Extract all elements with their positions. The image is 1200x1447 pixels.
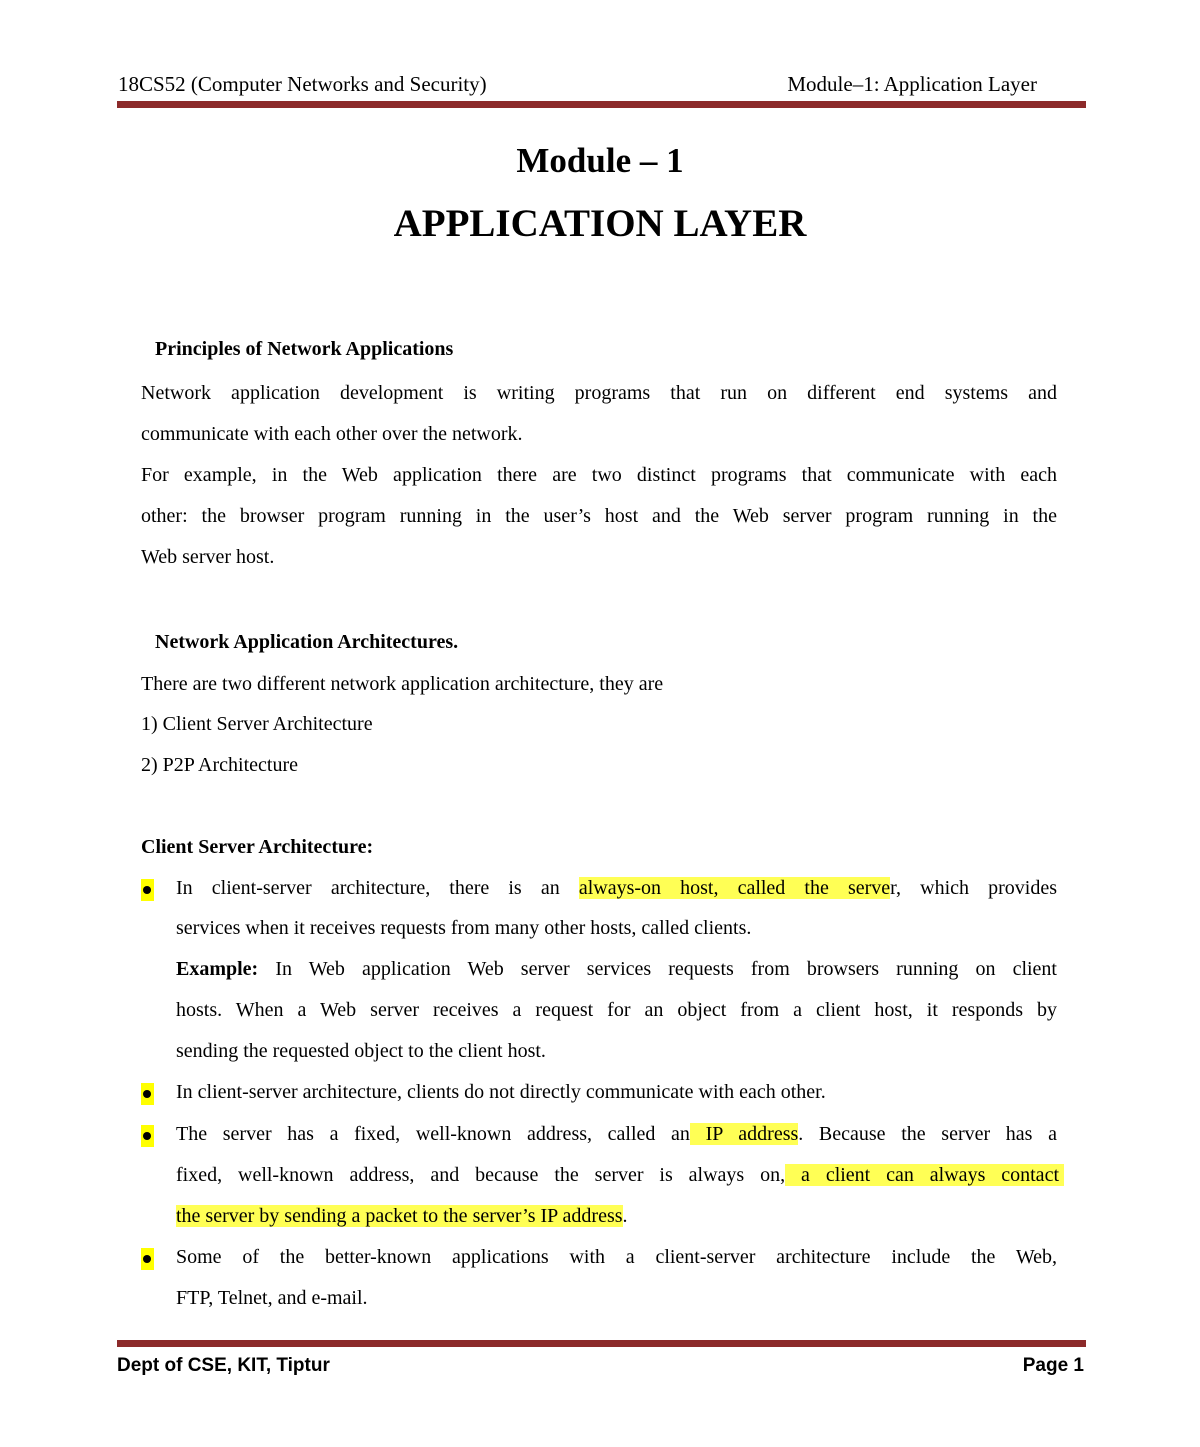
text-segment: r, which provides — [890, 877, 1057, 899]
bullet-line — [176, 877, 1057, 900]
paragraph-line: There are two different network application architecture, they are — [141, 673, 664, 695]
bullet-line — [176, 1205, 628, 1228]
list-item: 2) P2P Architecture — [141, 754, 299, 776]
bullet-line: In client-server architecture, clients do not directly communicate with each other. — [176, 1081, 826, 1103]
bullet-icon — [141, 1083, 154, 1105]
bullet-line: FTP, Telnet, and e-mail. — [176, 1287, 368, 1309]
header-course-title: 18CS52 (Computer Networks and Security) — [118, 72, 487, 96]
list-item: 1) Client Server Architecture — [141, 713, 373, 735]
footer-page-number: Page 1 — [1022, 1355, 1084, 1376]
text-segment: . — [622, 1205, 628, 1227]
bullet-icon — [141, 879, 154, 901]
footer-rule — [117, 1340, 1086, 1347]
text-segment: The server has a fixed, well-known address, called an — [176, 1123, 690, 1145]
bullet-line — [176, 1123, 1057, 1146]
example-line: sending the requested object to the client host. — [176, 1040, 546, 1062]
highlighted-text: a client can always contact — [785, 1164, 1064, 1186]
bullet-line: Some of the better-known applications with a client-server architecture include the Web, — [176, 1246, 1057, 1268]
text-segment: In client-server architecture, there is an — [176, 877, 579, 899]
bullet-line: services when it receives requests from many other hosts, called clients. — [176, 917, 752, 939]
footer-department: Dept of CSE, KIT, Tiptur — [117, 1355, 330, 1376]
module-title: Module – 1 — [516, 141, 684, 180]
paragraph-line: Network application development is writing programs that run on different end systems and — [141, 382, 1057, 404]
paragraph-line: other: the browser program running in the user’s host and the Web server program running in the — [141, 505, 1057, 527]
header-rule — [117, 101, 1086, 108]
bullet-icon — [141, 1248, 154, 1270]
bullet-line — [176, 1164, 1064, 1187]
example-line: hosts. When a Web server receives a request for an object from a client host, it responds by — [176, 999, 1057, 1021]
heading-client-server: Client Server Architecture: — [141, 836, 374, 858]
bullet-icon — [141, 1125, 154, 1147]
header-module-title: Module–1: Application Layer — [787, 72, 1037, 96]
text-segment: fixed, well-known address, and because the server is always on, — [176, 1164, 786, 1186]
highlighted-text: the server by sending a packet to the server’s IP address — [176, 1205, 623, 1227]
paragraph-line: communicate with each other over the network. — [141, 423, 523, 445]
heading-architectures: Network Application Architectures. — [155, 631, 459, 653]
heading-principles: Principles of Network Applications — [155, 338, 454, 360]
highlighted-text: IP address — [689, 1123, 799, 1145]
example-label: Example: — [176, 958, 259, 980]
paragraph-line: For example, in the Web application there are two distinct programs that communicate with each — [141, 464, 1057, 486]
text-segment: . Because the server has a — [798, 1123, 1057, 1145]
layer-title: APPLICATION LAYER — [393, 202, 807, 245]
example-line — [176, 958, 1057, 981]
text-segment: In Web application Web server services requests from browsers running on client — [258, 958, 1057, 980]
paragraph-line: Web server host. — [141, 546, 275, 568]
highlighted-text: always-on host, called the serve — [578, 877, 891, 899]
